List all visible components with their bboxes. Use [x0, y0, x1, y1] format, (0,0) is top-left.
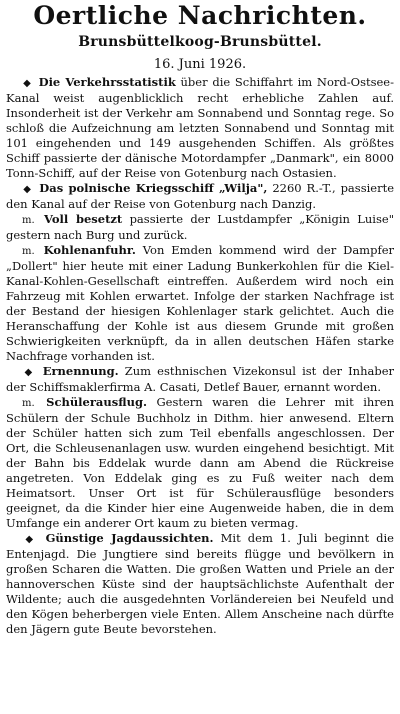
news-item-hunting-prospects	[6, 531, 394, 637]
newspaper-page	[0, 1, 400, 714]
news-item-appointment	[6, 364, 394, 395]
item-body: 2260 R.-T., passierte den Kanal auf der Reise von Gotenburg nach Danzig.	[6, 181, 395, 211]
section-title: Oertliche Nachrichten.	[33, 1, 367, 30]
news-column	[6, 75, 394, 637]
item-marker: m.	[22, 215, 35, 226]
item-body: über die Schiffahrt im Nord-Ostsee-Kanal weist augenblicklich recht erhebliche Zahlen auf. Insonderheit ist der Verkehr am Sonnabend und Sonntag rege. So schloß die Aufzeichnung am letzten Sonnabend und Sonntag mit 101 eingehenden und 149 ausgehenden Schiffen. Als größtes Schiff passierte der dänische Motordampfer „Danmark", ein 8000 Tonn-Schiff, auf der Reise von Gotenburg nach Ostasien.	[6, 75, 394, 180]
news-item-polish-warship	[6, 181, 394, 212]
item-headline: Die Verkehrsstatistik	[38, 75, 176, 89]
locality-subtitle: Brunsbüttelkoog-Brunsbüttel.	[78, 34, 322, 50]
item-marker: m.	[22, 246, 35, 257]
item-body: passierte der Lustdampfer „Königin Luise" gestern nach Burg und zurück.	[6, 212, 394, 242]
item-headline: Das polnische Kriegsschiff „Wilja",	[39, 181, 268, 195]
item-body: Von Emden kommend wird der Dampfer „Dollert" hier heute mit einer Ladung Bunkerkohlen für die Kiel-Kanal-Kohlen-Gesellschaft eintreffen. Außerdem wird noch ein Fahrzeug mit Kohlen erwartet. Infolge der starken Nachfrage ist der Bestand der hiesigen Kohlenlager stark gelichtet. Auch die Heranschaffung der Kohle ist aus diesem Grunde mit großen Schwierigkeiten verknüpft, da in allen deutschen Häfen starke Nachfrage vorhanden ist.	[6, 243, 394, 363]
item-body: Gestern waren die Lehrer mit ihren Schülern der Schule Buchholz in Dithm. hier anwesend. Eltern der Schüler hatten sich zum Teil ebenfalls angeschlossen. Der Ort, die Schleusenanlagen usw. wurden eingehend besichtigt. Mit der Bahn bis Eddelak wurde dann am Abend die Rückreise angetreten. Von Eddelak ging es zu Fuß weiter nach dem Heimatsort. Unser Ort ist für Schülerausflüge besonders geeignet, da die Kinder hier eine Augenweide haben, die in dem Umfange ein anderer Ort kaum zu bieten vermag.	[6, 395, 394, 530]
item-headline: Günstige Jagdaussichten.	[45, 531, 214, 545]
item-headline: Ernennung.	[42, 364, 119, 378]
dateline: 16. Juni 1926.	[153, 57, 247, 72]
news-item-coal-delivery	[6, 243, 394, 364]
item-marker: ◆	[22, 78, 32, 89]
item-marker: ◆	[22, 184, 33, 195]
news-item-school-trip	[6, 395, 394, 531]
item-marker: ◆	[22, 367, 35, 378]
news-item-fully-booked	[6, 212, 394, 243]
item-marker: m.	[22, 398, 35, 409]
item-marker: ◆	[22, 534, 37, 545]
item-headline: Voll besetzt	[44, 212, 123, 226]
item-headline: Schülerausflug.	[46, 395, 147, 409]
item-body: Zum esthnischen Vizekonsul ist der Inhaber der Schiffsmaklerfirma A. Casati, Detlef Bauer, ernannt worden.	[6, 364, 395, 394]
item-headline: Kohlenanfuhr.	[43, 243, 136, 257]
item-body: Mit dem 1. Juli beginnt die Entenjagd. Die Jungtiere sind bereits flügge und bevölkern in großen Scharen die Watten. Die großen Watten und Priele an der hannoverschen Küste sind der hauptsächlichste Aufenthalt der Wildente; auch die ausgedehnten Vorländereien bei Neufeld und den Kögen beherbergen viele Enten. Allem Anscheine nach dürfte den Jägern gute Beute bevorstehen.	[6, 531, 394, 636]
news-item-traffic-statistics	[6, 75, 394, 181]
